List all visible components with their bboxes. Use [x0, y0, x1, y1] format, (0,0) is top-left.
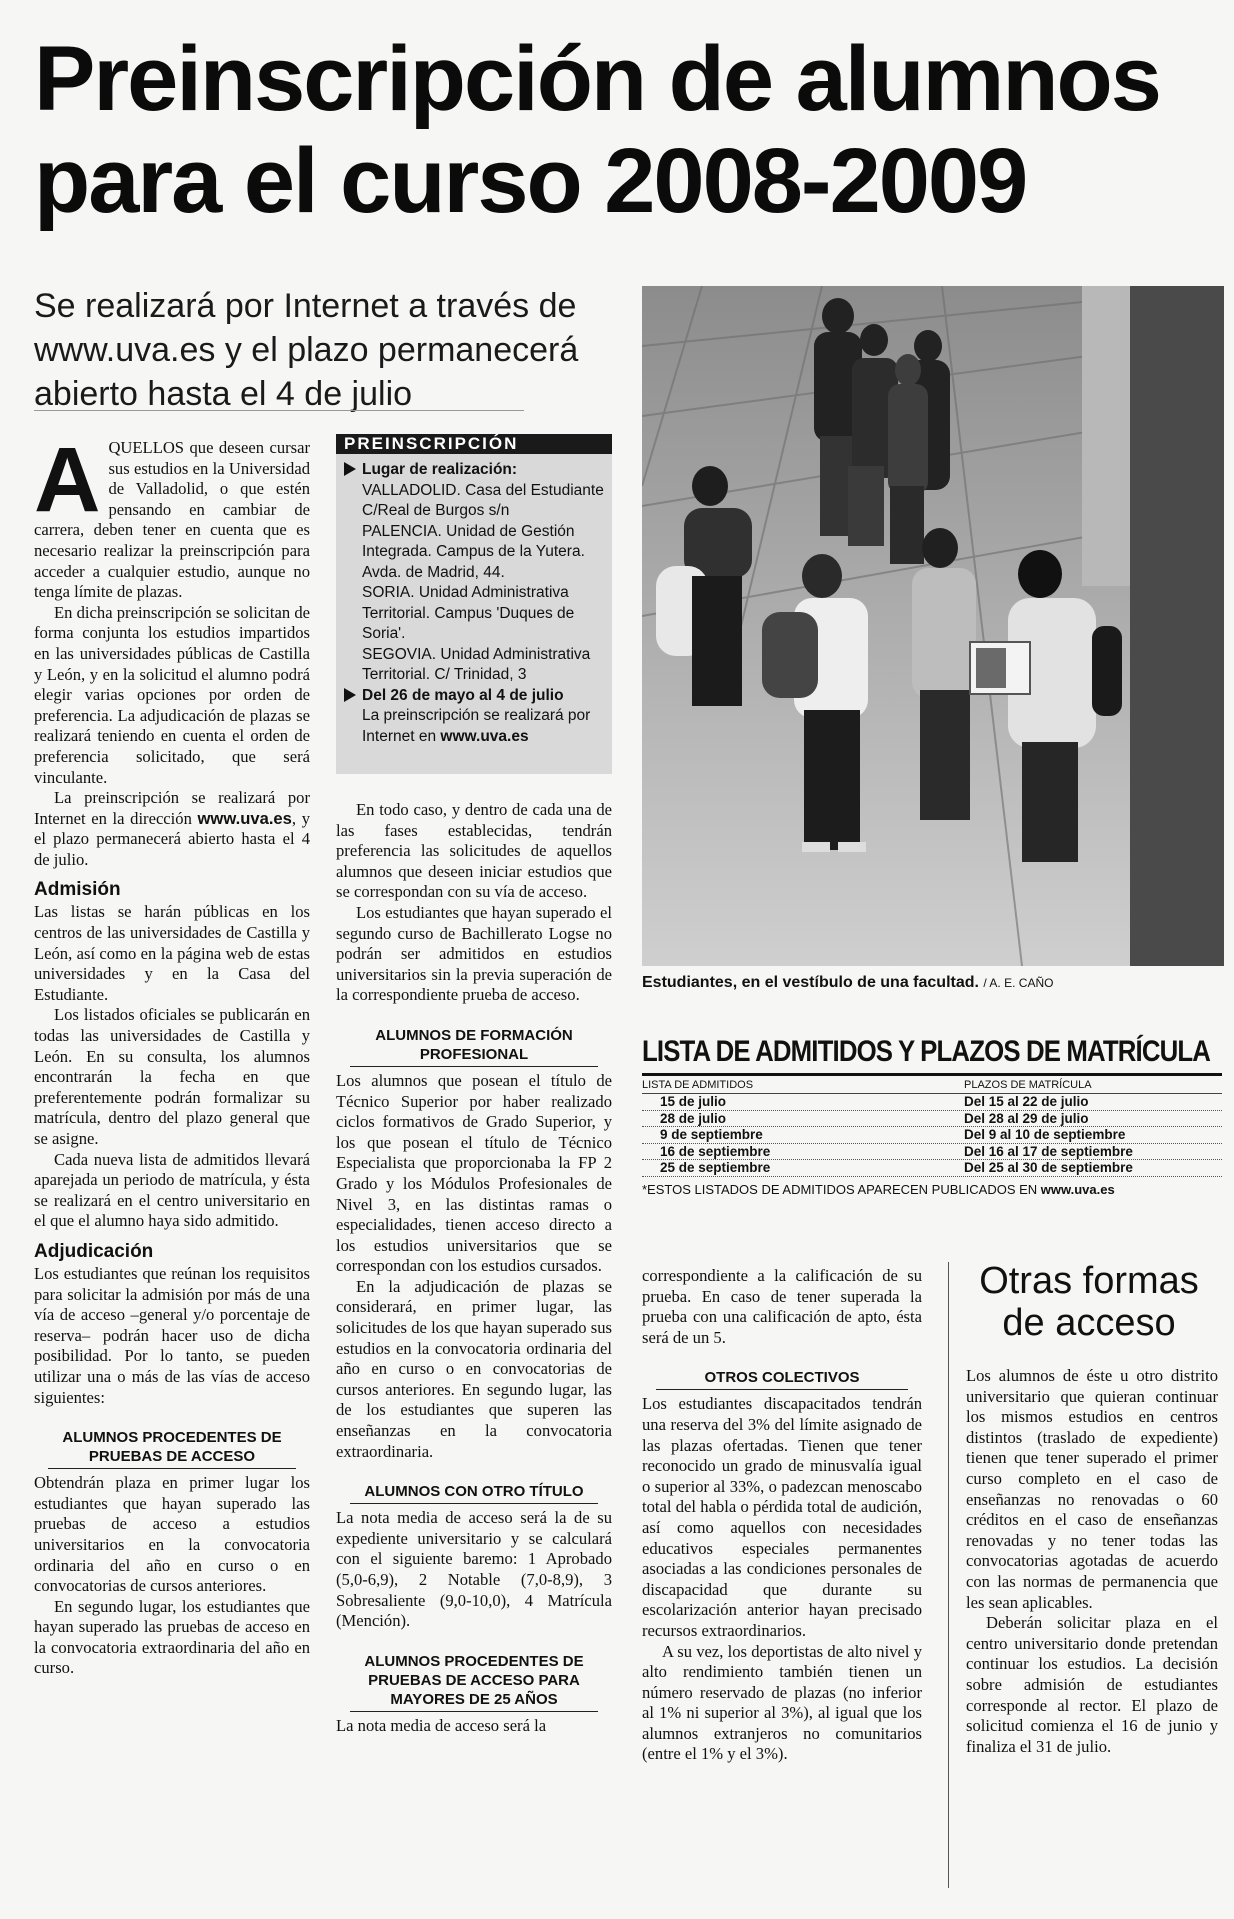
paragraph: Los listados oficiales se publicarán en todas las universidades de Castilla y León. En su consulta, los alumnos encontrarán la fecha en que preferentemente podrán formalizar su matrícula, dentro del plazo general que se asigne.	[34, 1005, 310, 1148]
intro-paragraph: AQUELLOS que deseen cursar sus estudios en la Universidad de Valladolid, o que estén pensando en cambiar de carrera, deben tener en cuenta que es necesario realizar la preinscripción para acceder a cualquier estudio, aunque no tenga límite de plazas.	[34, 429, 310, 602]
table-cell: Del 28 al 29 de julio	[964, 1110, 1089, 1126]
paragraph: Las listas se harán públicas en los centros de las universidades de Castilla y León, así como en la página web de estas universidades y en la Casa del Estudiante.	[34, 902, 310, 1004]
table-row	[642, 1160, 1222, 1177]
paragraph: Los estudiantes discapacitados tendrán una reserva del 3% del límite asignado de las plazas ofertadas. Tienen que tener reconocido un grado de minusvalía igual o superior al 33%, o padezcan menoscabo total del habla o pérdida total de audición, así como aquellos con necesidades educativos especiales permanentes asociadas a las condiciones personales de discapacidad que durante su escolarización anterior hayan precisado recursos extraordinarios.	[642, 1394, 922, 1640]
website-link[interactable]: www.uva.es	[440, 727, 529, 745]
place-item: PALENCIA. Unidad de Gestión Integrada. Campus de la Yutera. Avda. de Madrid, 44.	[362, 522, 585, 581]
website-link[interactable]: www.uva.es	[197, 808, 292, 828]
triangle-bullet-icon	[344, 462, 356, 476]
paragraph: Cada nueva lista de admitidos llevará aparejada un periodo de matrícula, y ésta se realizará en el centro universitario en el que el alumno haya sido admitido.	[34, 1149, 310, 1231]
paragraph: La nota media de acceso será la	[336, 1715, 547, 1735]
table-note: *ESTOS LISTADOS DE ADMITIDOS APARECEN PUBLICADOS EN www.uva.es	[642, 1181, 1115, 1197]
headline	[34, 28, 1214, 232]
headline-line-2: para el curso 2008-2009	[34, 130, 1027, 232]
fechas-label: Del 26 de mayo al 4 de julio	[344, 686, 604, 707]
subheading-formacion-profesional: ALUMNOS DE FORMACIÓN PROFESIONAL	[350, 1026, 598, 1067]
table-header-cell: LISTA DE ADMITIDOS	[642, 1079, 754, 1091]
subheadline: Se realizará por Internet a través de www.uva.es y el plazo permanecerá abierto hasta el 4 de julio	[34, 287, 579, 413]
subheading-otro-titulo: ALUMNOS CON OTRO TÍTULO	[350, 1482, 598, 1504]
table-cell: Del 9 al 10 de septiembre	[964, 1127, 1126, 1142]
paragraph: La preinscripción se realizará por Internet en la dirección www.uva.es, y el plazo permanecerá abierto hasta el 4 de julio.	[34, 788, 310, 869]
table-cell: 28 de julio	[660, 1110, 727, 1126]
subheading-pruebas-acceso: ALUMNOS PROCEDENTES DE PRUEBAS DE ACCESO	[48, 1428, 296, 1469]
table-cell: Del 15 al 22 de julio	[964, 1094, 1089, 1109]
table-row	[642, 1144, 1222, 1161]
table-row	[642, 1111, 1222, 1128]
drop-cap: A	[34, 429, 101, 531]
table-cell: Del 25 al 30 de septiembre	[964, 1160, 1133, 1175]
paragraph: En dicha preinscripción se solicitan de forma conjunta los estudios impartidos en las universidades públicas de Castilla y León, y en la solicitud el alumno podrá elegir varias opciones por orden de preferencia. La adjudicación de plazas se realizará teniendo en cuenta el orden de preferencia solicitado, que será vinculante.	[34, 602, 310, 787]
paragraph: En segundo lugar, los estudiantes que hayan superado las pruebas de acceso en la convocatoria extraordinaria del año en curso.	[34, 1596, 310, 1678]
section-heading-admision: Admisión	[34, 879, 121, 901]
table-title: LISTA DE ADMITIDOS Y PLAZOS DE MATRÍCULA	[642, 1035, 1211, 1068]
section-heading-adjudicacion: Adjudicación	[34, 1240, 154, 1262]
article-column-3	[642, 1266, 922, 1765]
otras-formas-title: Otras formas de acceso	[979, 1260, 1199, 1344]
table-row	[642, 1127, 1222, 1144]
fechas-text: La preinscripción se realizará por Internet en www.uva.es	[362, 707, 591, 745]
preinscripcion-box-title: PREINSCRIPCIÓN	[336, 434, 612, 454]
otras-formas-column	[966, 1366, 1218, 1757]
column-divider	[948, 1262, 949, 1888]
headline-line-1: Preinscripción de alumnos	[34, 28, 1160, 130]
place-item: SEGOVIA. Unidad Administrativa Territorial. C/ Trinidad, 3	[362, 645, 591, 683]
lugar-label: Lugar de realización:	[344, 460, 604, 481]
subheading-otros-colectivos: OTROS COLECTIVOS	[656, 1368, 908, 1390]
table-cell: 9 de septiembre	[660, 1127, 763, 1142]
place-item: VALLADOLID. Casa del Estudiante C/Real de Burgos s/n	[362, 481, 604, 519]
subheadline-divider	[34, 410, 524, 411]
subheading-mayores-25: ALUMNOS PROCEDENTES DE PRUEBAS DE ACCESO PARA MAYORES DE 25 AÑOS	[350, 1652, 598, 1712]
place-item: SORIA. Unidad Administrativa Territorial. Campus 'Duques de Soria'.	[362, 584, 575, 642]
photo-caption: Estudiantes, en el vestíbulo de una facultad. / A. E. CAÑO	[642, 974, 1054, 991]
admitidos-table	[642, 1073, 1222, 1197]
article-column-1	[34, 429, 310, 1679]
preinscripcion-box	[336, 434, 612, 774]
table-header-cell: PLAZOS DE MATRÍCULA	[964, 1079, 1092, 1091]
paragraph: Deberán solicitar plaza en el centro universitario donde pretendan continuar los estudios. La decisión sobre admisión de estudiantes corresponde al rector. El plazo de solicitud comienza el 16 de junio y finaliza el 31 de julio.	[966, 1613, 1218, 1756]
paragraph: Los estudiantes que hayan superado el segundo curso de Bachillerato Logse no podrán ser admitidos en estudios universitarios sin la previa superación de la correspondiente prueba de acceso.	[336, 902, 612, 1005]
paragraph: La nota media de acceso será la de su expediente universitario y se calculará con el siguiente baremo: 1 Aprobado (5,0-6,9), 2 Notable (7,0-8,9), 3 Sobresaliente (9,0-10,0), 4 Matrícula (Mención).	[336, 1508, 612, 1631]
table-cell: 15 de julio	[660, 1094, 727, 1109]
paragraph: Los alumnos que posean el título de Técnico Superior por haber realizado ciclos formativos de Grado Superior, y los que posean el título de Técnico Especialista que proporcionaba la FP 2 Grado y los Módulos Profesionales de Nivel 3, en las distintas ramas o especialidades, tienen acceso directo a los estudios universitarios que se correspondan con los estudios cursados.	[336, 1070, 612, 1276]
table-cell: Del 16 al 17 de septiembre	[964, 1143, 1133, 1159]
photo-credit: / A. E. CAÑO	[983, 976, 1054, 990]
paragraph: Obtendrán plaza en primer lugar los estudiantes que hayan superado las pruebas de acceso a estudios universitarios en la convocatoria ordinaria del año en curso o en convocatorias de cursos anteriores.	[34, 1473, 310, 1596]
paragraph: Los estudiantes que reúnan los requisitos para solicitar la admisión por más de una vía de acceso –general y/o porcentaje de reserva– podrán hacer uso de dicha posibilidad. Por lo tanto, se pueden utilizar una o más de las vías de acceso siguientes:	[34, 1263, 310, 1407]
paragraph: En la adjudicación de plazas se considerará, en primer lugar, las solicitudes de los que hayan superado sus estudios en la convocatoria ordinaria del año en curso o en convocatorias de cursos anteriores. En segundo lugar, las de los estudiantes que superen las enseñanzas en la convocatoria extraordinaria.	[336, 1276, 612, 1461]
paragraph: A su vez, los deportistas de alto nivel y alto rendimiento también tienen un número reservado de plazas (no inferior al 1% ni superior al 3%), al igual que los alumnos extranjeros no comunitarios (entre el 1% y el 3%).	[642, 1641, 922, 1764]
table-row	[642, 1094, 1222, 1111]
paragraph: correspondiente a la calificación de su prueba. En caso de tener superada la prueba con una calificación de apto, ésta será de un 5.	[642, 1266, 922, 1347]
website-link[interactable]: www.uva.es	[1040, 1181, 1115, 1197]
paragraph: Los alumnos de éste u otro distrito universitario que quieran continuar los mismos estudios en centros distintos (traslado de expediente) tienen que tener superado el primer curso completo en el caso de enseñanzas no renovadas o 60 créditos en el caso de enseñanzas renovadas y no tener todas las convocatorias agotadas de acuerdo con las normas de permanencia que les sean aplicables.	[966, 1366, 1218, 1612]
triangle-bullet-icon	[344, 688, 356, 702]
table-cell: 25 de septiembre	[660, 1160, 771, 1175]
paragraph: En todo caso, y dentro de cada una de las fases establecidas, tendrán preferencia las solicitudes de aquellos alumnos que deseen iniciar estudios que se correspondan con su vía de acceso.	[336, 800, 612, 902]
students-photo	[642, 286, 1224, 966]
table-header	[642, 1076, 1222, 1094]
table-cell: 16 de septiembre	[660, 1143, 771, 1159]
article-column-2	[336, 800, 612, 1736]
